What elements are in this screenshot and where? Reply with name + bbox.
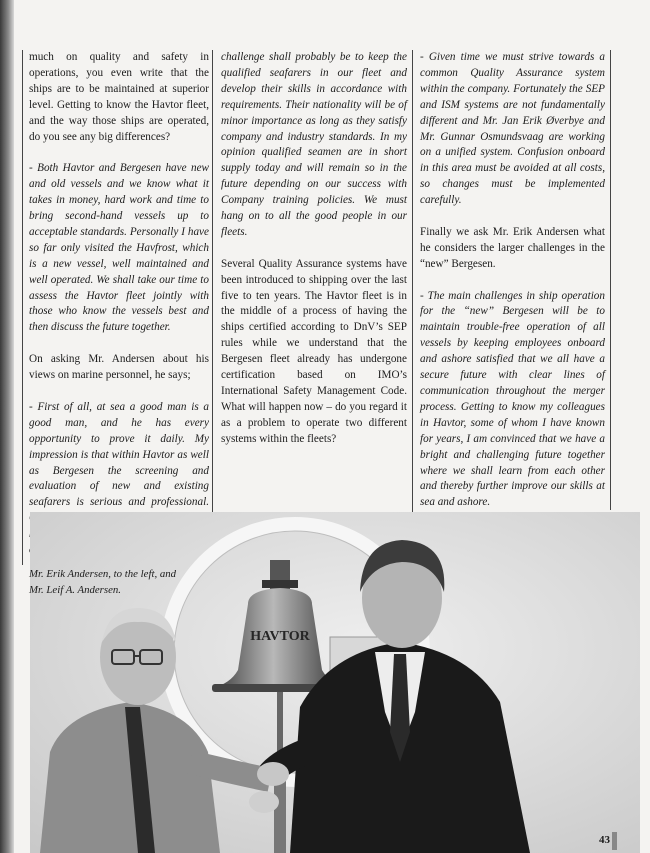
- column-rule-2: [412, 50, 413, 540]
- bell-inscription: HAVTOR: [250, 629, 310, 644]
- text-column-3: [420, 50, 605, 527]
- photo-caption: Mr. Erik Andersen, to the left, and Mr. Leif A. Andersen.: [29, 568, 177, 596]
- page-binding-shadow: [0, 0, 14, 853]
- paragraph: - Given time we must strive towards a common Quality Assurance system within the company. Fortunately the SEP and ISM systems are not fundamentally different and Mr. Jan Erik Øverbye and Mr. Gunnar Osmundsvaag are working on a unified system. Confusion onboard in this area must be avoided at all costs, so changes must be implemented carefully.: [420, 51, 605, 207]
- text-column-2: [221, 50, 407, 464]
- paragraph: Several Quality Assurance systems have been introduced to shipping over the last five to ten years. The Havtor fleet is in the middle of a process of having the ships certified according to DnV’s SEP rules while we understand that the Bergesen fleet already has undergone certification based on IMO’s International Safety Management Code. What will happen now – do you regard it as a problem to operate two different systems within the fleets?: [221, 257, 407, 445]
- paragraph: On asking Mr. Andersen about his views on marine personnel, he says;: [29, 353, 209, 382]
- photo-two-men-with-ship-bell: [30, 512, 640, 853]
- paragraph: - First of all, at sea a good man is a good man, and he has every opportunity to prove it daily. My impression is that within Havtor as well as Bergesen the screening and evaluation of new and existing seafarers is serious and professional.: [29, 400, 209, 509]
- column-rule-1: [212, 50, 213, 565]
- page-number: 43: [599, 834, 610, 846]
- paragraph: Finally we ask Mr. Erik Andersen what he considers the larger challenges in the “new” Bergesen.: [420, 225, 605, 270]
- page-number-bar: [612, 832, 617, 850]
- paragraph: - Both Havtor and Bergesen have new and old vessels and we know what it takes in money, hard work and time to bring second-hand vessels up to acceptable standards. Personally I have so far only visited the Havfrost, which is a new vessel, well maintained and well operated. We shall take our time to assess the Havtor fleet jointly with those who know the vessels best and then discuss the future together.: [29, 162, 209, 334]
- paragraph: - The main challenges in ship operation for the “new” Bergesen will be to maintain trouble-free operation of all vessels by keeping employees onboard and ashore satisfied that we all have a secure future with clear lines of communication throughout the merger process. Getting to know my colleagues in Havtor, some of whom I have known for years, I am convinced that we have a bright and challenging future together where we shall learn from each other and thereby further improve our skills at sea and ashore.: [420, 289, 605, 509]
- column-rule-left: [22, 50, 23, 565]
- paragraph: much on quality and safety in operations, you even write that the ships are to be maintained at superior level. Getting to know the Havtor fleet, and the way those ships are operated, do you see any big differences?: [29, 51, 209, 143]
- paragraph: challenge shall probably be to keep the qualified seafarers in our fleet and develop their skills in accordance with requirements. Their nationality will be of minor importance as long as they satisfy company and industry standards. In my opinion qualified seamen are in short supply today and will remain so in the future depending on our success with Company training policies. We must hang on to all the good people in our fleets.: [221, 51, 407, 238]
- text-column-1: [29, 50, 209, 575]
- column-rule-right: [610, 50, 611, 510]
